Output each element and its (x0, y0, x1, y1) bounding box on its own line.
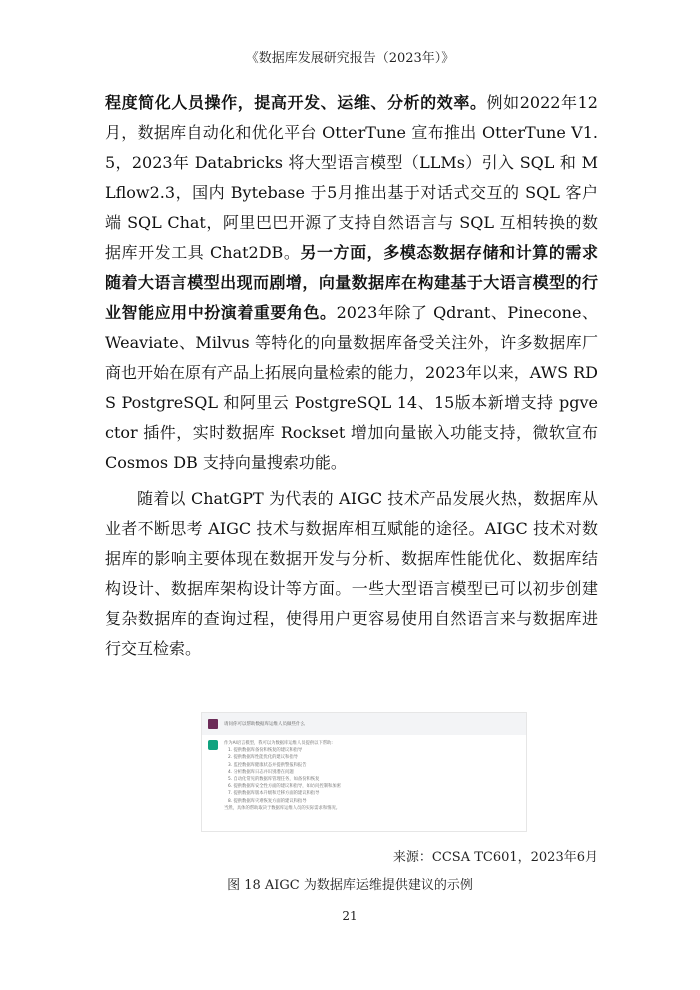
chat-answer-text (224, 740, 520, 812)
answer-intro: 作为AI语言模型，我可以为数据库运维人员提供以下帮助: (224, 741, 333, 746)
paragraph-2: 随着以 ChatGPT 为代表的 AIGC 技术产品发展火热，数据库从业者不断思考 AIGC 技术与数据库相互赋能的途径。AIGC 技术对数据库的影响主要体现在数据开发与分析、数据库性能优化、数据库结构设计、数据库架构设计等方面。一些大型语言模型已可以初步创建复杂数据库的查询过程，使得用户更容易使用自然语言来与数据库进行交互检索。 (105, 489, 598, 658)
answer-item: 5. 自动化常见的数据库管理任务，如备份和恢复 (228, 777, 320, 783)
bold-phrase-1: 程度简化人员操作，提高开发、运维、分析的效率。 (105, 93, 487, 112)
answer-closing: 当然，具体的帮助取决于数据库运维人员的实际需求和情况。 (224, 805, 341, 811)
figure-source: 来源：CCSA TC601，2023年6月 (392, 850, 598, 865)
paragraph-1 (105, 88, 598, 478)
text-run-1: 例如2022年12月，数据库自动化和优化平台 OtterTune 宣布推出 OtterTune V1.5，2023年 Databricks 将大型语言模型（LLMs）引入 SQL 和 MLflow2.3，国内 Bytebase 于5月推出基于对话式交互的 SQL 客户端 SQL Chat，阿里巴巴开源了支持自然语言与 SQL 互相转换的数据库开发工具 Chat2DB。 (105, 93, 598, 262)
chat-answer-row (202, 735, 526, 812)
answer-item: 2. 提供数据库性能优化的建议和指导 (228, 755, 298, 761)
chat-question-text: 请问你可以帮助数据库运维人员做些什么 (224, 722, 305, 727)
chat-question-row (202, 713, 526, 735)
body-text (105, 88, 598, 664)
text-run-2: 2023年除了 Qdrant、Pinecone、Weaviate、Milvus 等特化的向量数据库备受关注外，许多数据库厂商也开始在原有产品上拓展向量检索的能力，2023年以来，AWS RDS PostgreSQL 和阿里云 PostgreSQL 14、15版本新增支持 pgvector 插件，实时数据库 Rockset 增加向量嵌入功能支持，微软宣布 Cosmos DB 支持向量搜索功能。 (105, 303, 598, 472)
running-header: 《数据库发展研究报告（2023年）》 (245, 51, 455, 66)
answer-item: 3. 监控数据库健康状态并提供警报和报告 (228, 762, 307, 768)
answer-item: 7. 提供数据库版本升级和迁移方面的建议和指导 (228, 791, 320, 797)
answer-item: 1. 提供数据库备份和恢复的建议和指导 (228, 748, 303, 754)
figure-caption: 图 18 AIGC 为数据库运维提供建议的示例 (227, 878, 473, 893)
answer-item: 8. 提供数据库灾难恢复方面的建议和指导 (228, 798, 307, 804)
chat-screenshot-figure (201, 712, 527, 832)
bold-phrase-2: 另一方面，多模态数据存储和计算的需求随着大语言模型出现而剧增，向量数据库在构建基于大语言模型的行业智能应用中扮演着重要角色。 (105, 243, 598, 322)
page-number: 21 (342, 909, 358, 923)
answer-item: 6. 提供数据库安全性方面的建议和指导，如访问控制和加密 (228, 784, 341, 790)
answer-item: 4. 分析数据库日志并识别潜在问题 (228, 769, 294, 775)
assistant-avatar-icon (208, 740, 218, 750)
user-avatar-icon (208, 719, 218, 729)
